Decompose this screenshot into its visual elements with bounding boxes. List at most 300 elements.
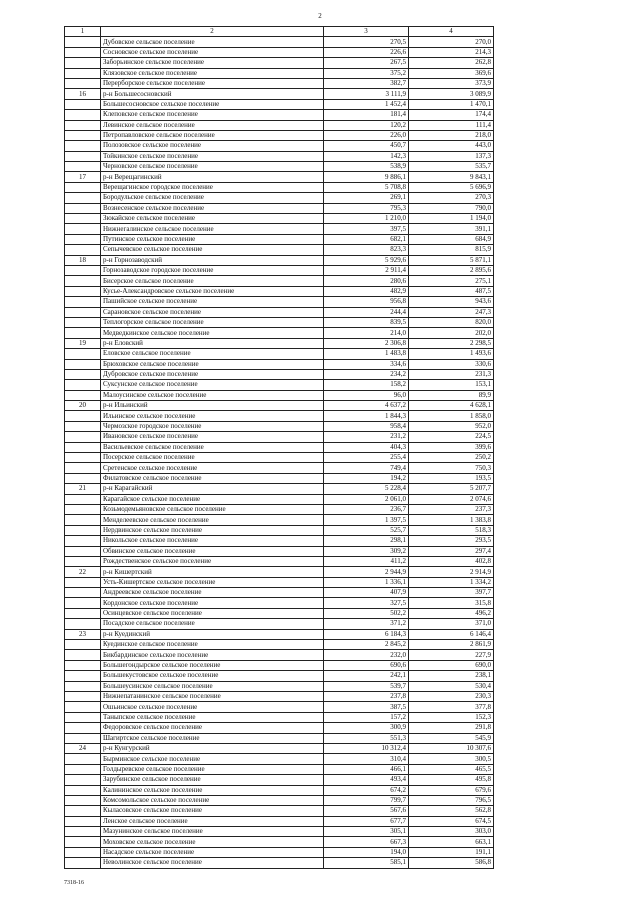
header-col-1: 1 xyxy=(65,27,101,37)
row-number xyxy=(65,608,101,618)
row-value-col3: 9 886,1 xyxy=(324,172,409,182)
row-name: Шагиртское сельское поселение xyxy=(101,733,324,743)
row-value-col3: 799,7 xyxy=(324,795,409,805)
row-name: р-н Большесосновский xyxy=(101,89,324,99)
row-name: Ленское сельское поселение xyxy=(101,816,324,826)
row-value-col4: 5 871,1 xyxy=(409,255,494,265)
table-row xyxy=(65,359,494,369)
row-number xyxy=(65,858,101,868)
row-value-col3: 226,6 xyxy=(324,47,409,57)
budget-table xyxy=(64,26,494,869)
table-row xyxy=(65,58,494,68)
table-row xyxy=(65,47,494,57)
row-number xyxy=(65,598,101,608)
table-row xyxy=(65,723,494,733)
table-row xyxy=(65,89,494,99)
row-name: Еловское сельское поселение xyxy=(101,349,324,359)
row-name: р-н Кунгурский xyxy=(101,743,324,753)
row-name: Черновское сельское поселение xyxy=(101,162,324,172)
table-row xyxy=(65,380,494,390)
row-number xyxy=(65,453,101,463)
row-value-col4: 820,0 xyxy=(409,317,494,327)
row-value-col3: 407,9 xyxy=(324,588,409,598)
table-row xyxy=(65,847,494,857)
table-header-row xyxy=(65,27,494,37)
row-value-col3: 194,2 xyxy=(324,473,409,483)
row-value-col3: 309,2 xyxy=(324,546,409,556)
row-number xyxy=(65,390,101,400)
row-value-col4: 465,5 xyxy=(409,764,494,774)
row-value-col4: 3 089,9 xyxy=(409,89,494,99)
row-name: Федоровское сельское поселение xyxy=(101,723,324,733)
row-number xyxy=(65,328,101,338)
row-number xyxy=(65,692,101,702)
row-value-col4: 9 843,1 xyxy=(409,172,494,182)
row-value-col3: 158,2 xyxy=(324,380,409,390)
row-value-col3: 450,7 xyxy=(324,141,409,151)
row-name: Дубовское сельское поселение xyxy=(101,37,324,47)
row-value-col4: 174,4 xyxy=(409,110,494,120)
table-row xyxy=(65,307,494,317)
row-value-col4: 152,3 xyxy=(409,712,494,722)
row-value-col3: 539,7 xyxy=(324,681,409,691)
row-value-col3: 234,2 xyxy=(324,369,409,379)
table-row xyxy=(65,702,494,712)
row-name: Филатовское сельское поселение xyxy=(101,473,324,483)
table-row xyxy=(65,640,494,650)
row-name: Клеповское сельское поселение xyxy=(101,110,324,120)
row-value-col3: 538,9 xyxy=(324,162,409,172)
row-number xyxy=(65,504,101,514)
row-value-col3: 839,5 xyxy=(324,317,409,327)
row-number xyxy=(65,515,101,525)
row-value-col4: 89,9 xyxy=(409,390,494,400)
row-value-col3: 2 306,8 xyxy=(324,338,409,348)
row-number xyxy=(65,286,101,296)
row-value-col3: 142,3 xyxy=(324,151,409,161)
row-number xyxy=(65,816,101,826)
row-name: Менделеевское сельское поселение xyxy=(101,515,324,525)
table-row xyxy=(65,754,494,764)
row-name: Никольское сельское поселение xyxy=(101,536,324,546)
table-row xyxy=(65,619,494,629)
table-row xyxy=(65,78,494,88)
row-number xyxy=(65,577,101,587)
table-row xyxy=(65,671,494,681)
row-number xyxy=(65,837,101,847)
row-number xyxy=(65,671,101,681)
row-name: Усть-Кишертское сельское поселение xyxy=(101,577,324,587)
row-number xyxy=(65,764,101,774)
row-number xyxy=(65,193,101,203)
row-value-col4: 377,8 xyxy=(409,702,494,712)
row-value-col3: 232,0 xyxy=(324,650,409,660)
row-value-col4: 1 334,2 xyxy=(409,577,494,587)
row-number xyxy=(65,110,101,120)
row-value-col4: 4 628,1 xyxy=(409,401,494,411)
table-row xyxy=(65,297,494,307)
row-value-col3: 482,9 xyxy=(324,286,409,296)
table-row xyxy=(65,37,494,47)
row-value-col3: 397,5 xyxy=(324,224,409,234)
row-value-col3: 2 061,0 xyxy=(324,494,409,504)
table-row xyxy=(65,151,494,161)
row-number: 20 xyxy=(65,401,101,411)
row-value-col3: 305,1 xyxy=(324,827,409,837)
row-number xyxy=(65,536,101,546)
row-value-col3: 1 844,3 xyxy=(324,411,409,421)
row-value-col4: 227,9 xyxy=(409,650,494,660)
row-number xyxy=(65,681,101,691)
row-value-col4: 2 298,5 xyxy=(409,338,494,348)
row-name: Кыласовское сельское поселение xyxy=(101,806,324,816)
row-name: Зарубинское сельское поселение xyxy=(101,775,324,785)
table-row xyxy=(65,629,494,639)
row-value-col3: 310,4 xyxy=(324,754,409,764)
row-name: Дубровское сельское поселение xyxy=(101,369,324,379)
row-value-col3: 382,7 xyxy=(324,78,409,88)
row-value-col3: 10 312,4 xyxy=(324,743,409,753)
row-value-col4: 218,0 xyxy=(409,130,494,140)
row-value-col3: 298,1 xyxy=(324,536,409,546)
row-value-col4: 10 307,6 xyxy=(409,743,494,753)
table-row xyxy=(65,692,494,702)
row-value-col4: 303,0 xyxy=(409,827,494,837)
row-number xyxy=(65,733,101,743)
row-number xyxy=(65,494,101,504)
table-row xyxy=(65,68,494,78)
row-number xyxy=(65,556,101,566)
row-name: Медведкинское сельское поселение xyxy=(101,328,324,338)
row-value-col3: 120,2 xyxy=(324,120,409,130)
row-value-col4: 373,9 xyxy=(409,78,494,88)
row-name: Рождественское сельское поселение xyxy=(101,556,324,566)
row-number xyxy=(65,432,101,442)
row-name: р-н Куединский xyxy=(101,629,324,639)
row-value-col4: 231,3 xyxy=(409,369,494,379)
table-row xyxy=(65,120,494,130)
row-name: Моховское сельское поселение xyxy=(101,837,324,847)
row-name: Комсомольское сельское поселение xyxy=(101,795,324,805)
row-number: 22 xyxy=(65,567,101,577)
row-value-col4: 402,8 xyxy=(409,556,494,566)
table-row xyxy=(65,795,494,805)
row-number xyxy=(65,785,101,795)
page-number: 2 xyxy=(318,12,322,20)
row-value-col3: 334,6 xyxy=(324,359,409,369)
row-value-col4: 230,3 xyxy=(409,692,494,702)
header-col-3: 3 xyxy=(324,27,409,37)
row-number xyxy=(65,660,101,670)
table-row xyxy=(65,598,494,608)
row-number xyxy=(65,349,101,359)
row-number xyxy=(65,297,101,307)
row-name: р-н Ильинский xyxy=(101,401,324,411)
row-value-col4: 562,8 xyxy=(409,806,494,816)
row-name: Посерское сельское поселение xyxy=(101,453,324,463)
row-value-col3: 327,5 xyxy=(324,598,409,608)
row-name: Нердвинское сельское поселение xyxy=(101,525,324,535)
table-row xyxy=(65,224,494,234)
row-value-col3: 2 845,2 xyxy=(324,640,409,650)
table-row xyxy=(65,556,494,566)
table-row xyxy=(65,442,494,452)
row-value-col4: 487,5 xyxy=(409,286,494,296)
row-value-col3: 6 184,3 xyxy=(324,629,409,639)
row-name: Клязовское сельское поселение xyxy=(101,68,324,78)
row-name: Кусье-Александровское сельское поселение xyxy=(101,286,324,296)
row-name: Суксунское сельское поселение xyxy=(101,380,324,390)
row-name: Левинское сельское поселение xyxy=(101,120,324,130)
row-value-col3: 5 708,8 xyxy=(324,182,409,192)
row-value-col3: 371,2 xyxy=(324,619,409,629)
row-name: Большесосновское сельское поселение xyxy=(101,99,324,109)
row-value-col3: 956,8 xyxy=(324,297,409,307)
row-value-col4: 315,8 xyxy=(409,598,494,608)
row-value-col4: 952,0 xyxy=(409,421,494,431)
header-col-2: 2 xyxy=(101,27,324,37)
row-name: Путинское сельское поселение xyxy=(101,234,324,244)
row-value-col4: 297,4 xyxy=(409,546,494,556)
row-number xyxy=(65,182,101,192)
row-number xyxy=(65,421,101,431)
row-value-col3: 3 111,9 xyxy=(324,89,409,99)
row-number xyxy=(65,151,101,161)
row-value-col3: 1 452,4 xyxy=(324,99,409,109)
table-row xyxy=(65,411,494,421)
row-value-col4: 237,3 xyxy=(409,504,494,514)
row-value-col3: 96,0 xyxy=(324,390,409,400)
row-number xyxy=(65,37,101,47)
row-value-col3: 690,6 xyxy=(324,660,409,670)
footer-code: 7318-16 xyxy=(64,880,84,886)
row-name: Тойкинское сельское поселение xyxy=(101,151,324,161)
row-number xyxy=(65,99,101,109)
row-name: Теплогорское сельское поселение xyxy=(101,317,324,327)
row-value-col4: 2 895,6 xyxy=(409,265,494,275)
row-number xyxy=(65,359,101,369)
table-row xyxy=(65,764,494,774)
row-name: Сосновское сельское поселение xyxy=(101,47,324,57)
table-row xyxy=(65,172,494,182)
table-row xyxy=(65,276,494,286)
row-value-col4: 1 858,0 xyxy=(409,411,494,421)
row-value-col3: 682,1 xyxy=(324,234,409,244)
row-value-col4: 293,5 xyxy=(409,536,494,546)
row-value-col4: 247,3 xyxy=(409,307,494,317)
table-row xyxy=(65,130,494,140)
row-number xyxy=(65,317,101,327)
row-value-col4: 679,6 xyxy=(409,785,494,795)
row-value-col4: 1 470,1 xyxy=(409,99,494,109)
row-name: Ошьинское сельское поселение xyxy=(101,702,324,712)
row-value-col3: 749,4 xyxy=(324,463,409,473)
row-number xyxy=(65,78,101,88)
row-value-col3: 270,5 xyxy=(324,37,409,47)
table-row xyxy=(65,536,494,546)
table-row xyxy=(65,463,494,473)
row-value-col4: 300,5 xyxy=(409,754,494,764)
row-value-col4: 111,4 xyxy=(409,120,494,130)
row-name: Неволинское сельское поселение xyxy=(101,858,324,868)
row-name: Пашийское сельское поселение xyxy=(101,297,324,307)
table-row xyxy=(65,712,494,722)
row-name: Кордонское сельское поселение xyxy=(101,598,324,608)
table-row xyxy=(65,504,494,514)
table-row xyxy=(65,453,494,463)
row-number xyxy=(65,702,101,712)
table-row xyxy=(65,806,494,816)
row-value-col3: 242,1 xyxy=(324,671,409,681)
row-number xyxy=(65,473,101,483)
table-row xyxy=(65,567,494,577)
row-name: Ивановское сельское поселение xyxy=(101,432,324,442)
row-number: 18 xyxy=(65,255,101,265)
row-value-col4: 291,8 xyxy=(409,723,494,733)
row-value-col3: 667,3 xyxy=(324,837,409,847)
row-name: р-н Карагайский xyxy=(101,484,324,494)
row-number xyxy=(65,245,101,255)
row-number xyxy=(65,712,101,722)
row-value-col4: 6 146,4 xyxy=(409,629,494,639)
row-number xyxy=(65,806,101,816)
row-value-col4: 275,1 xyxy=(409,276,494,286)
table-row xyxy=(65,390,494,400)
table-row xyxy=(65,99,494,109)
row-value-col3: 677,7 xyxy=(324,816,409,826)
row-number: 24 xyxy=(65,743,101,753)
row-value-col3: 1 336,1 xyxy=(324,577,409,587)
row-name: Бисерское сельское поселение xyxy=(101,276,324,286)
row-number: 23 xyxy=(65,629,101,639)
table-row xyxy=(65,837,494,847)
row-value-col4: 663,1 xyxy=(409,837,494,847)
table-row xyxy=(65,650,494,660)
table-row xyxy=(65,141,494,151)
table-row xyxy=(65,858,494,868)
table-row xyxy=(65,286,494,296)
row-number xyxy=(65,411,101,421)
table-row xyxy=(65,484,494,494)
row-value-col4: 371,0 xyxy=(409,619,494,629)
row-value-col4: 5 207,7 xyxy=(409,484,494,494)
row-name: Верещагинское городское поселение xyxy=(101,182,324,192)
row-value-col3: 255,4 xyxy=(324,453,409,463)
row-value-col4: 443,0 xyxy=(409,141,494,151)
row-name: Сарановское сельское поселение xyxy=(101,307,324,317)
row-value-col3: 493,4 xyxy=(324,775,409,785)
row-name: Перерборское сельское поселение xyxy=(101,78,324,88)
table-row xyxy=(65,369,494,379)
row-name: Козьмодемьяновское сельское поселение xyxy=(101,504,324,514)
row-value-col4: 586,8 xyxy=(409,858,494,868)
row-number xyxy=(65,525,101,535)
row-name: Нижнепатанинское сельское поселение xyxy=(101,692,324,702)
row-name: р-н Верещагинский xyxy=(101,172,324,182)
table-row xyxy=(65,743,494,753)
table-row xyxy=(65,525,494,535)
row-value-col4: 2 074,6 xyxy=(409,494,494,504)
table-row xyxy=(65,494,494,504)
row-value-col3: 585,1 xyxy=(324,858,409,868)
row-name: Калининское сельское поселение xyxy=(101,785,324,795)
row-value-col3: 2 911,4 xyxy=(324,265,409,275)
row-name: Горнозаводское городское поселение xyxy=(101,265,324,275)
row-number xyxy=(65,754,101,764)
row-number xyxy=(65,162,101,172)
table-row xyxy=(65,203,494,213)
table-row xyxy=(65,588,494,598)
row-number xyxy=(65,141,101,151)
row-number xyxy=(65,214,101,224)
row-number: 21 xyxy=(65,484,101,494)
row-value-col4: 790,0 xyxy=(409,203,494,213)
row-value-col4: 690,0 xyxy=(409,660,494,670)
row-number xyxy=(65,442,101,452)
row-value-col3: 1 210,0 xyxy=(324,214,409,224)
table-row xyxy=(65,338,494,348)
row-value-col4: 214,3 xyxy=(409,47,494,57)
row-name: Бикбардинское сельское поселение xyxy=(101,650,324,660)
row-name: Большекустовское сельское поселение xyxy=(101,671,324,681)
row-value-col3: 387,5 xyxy=(324,702,409,712)
row-name: Большегондырское сельское поселение xyxy=(101,660,324,670)
row-value-col3: 300,9 xyxy=(324,723,409,733)
row-number xyxy=(65,588,101,598)
table-row xyxy=(65,515,494,525)
row-number xyxy=(65,224,101,234)
row-name: Посадское сельское поселение xyxy=(101,619,324,629)
row-value-col4: 535,7 xyxy=(409,162,494,172)
row-name: Мазунинское сельское поселение xyxy=(101,827,324,837)
row-value-col3: 4 637,2 xyxy=(324,401,409,411)
row-name: Сепычевское сельское поселение xyxy=(101,245,324,255)
row-value-col3: 5 929,6 xyxy=(324,255,409,265)
row-value-col3: 1 483,8 xyxy=(324,349,409,359)
row-number xyxy=(65,47,101,57)
row-value-col3: 5 228,4 xyxy=(324,484,409,494)
table-row xyxy=(65,785,494,795)
row-value-col3: 194,0 xyxy=(324,847,409,857)
row-value-col4: 796,5 xyxy=(409,795,494,805)
row-name: р-н Кишертский xyxy=(101,567,324,577)
row-value-col4: 1 493,6 xyxy=(409,349,494,359)
row-number xyxy=(65,775,101,785)
row-value-col3: 267,5 xyxy=(324,58,409,68)
row-value-col4: 270,3 xyxy=(409,193,494,203)
row-name: Карагайское сельское поселение xyxy=(101,494,324,504)
row-number xyxy=(65,827,101,837)
row-number xyxy=(65,68,101,78)
row-value-col4: 224,5 xyxy=(409,432,494,442)
row-number xyxy=(65,546,101,556)
row-value-col4: 153,1 xyxy=(409,380,494,390)
table-row xyxy=(65,162,494,172)
table-row xyxy=(65,349,494,359)
row-value-col3: 404,3 xyxy=(324,442,409,452)
row-number xyxy=(65,380,101,390)
row-name: Большеусинское сельское поселение xyxy=(101,681,324,691)
row-number xyxy=(65,463,101,473)
row-value-col4: 943,6 xyxy=(409,297,494,307)
row-name: Осинцевское сельское поселение xyxy=(101,608,324,618)
table-row xyxy=(65,546,494,556)
row-value-col3: 502,2 xyxy=(324,608,409,618)
row-value-col4: 750,3 xyxy=(409,463,494,473)
row-value-col3: 411,2 xyxy=(324,556,409,566)
row-name: Бырминское сельское поселение xyxy=(101,754,324,764)
row-name: Брюховское сельское поселение xyxy=(101,359,324,369)
